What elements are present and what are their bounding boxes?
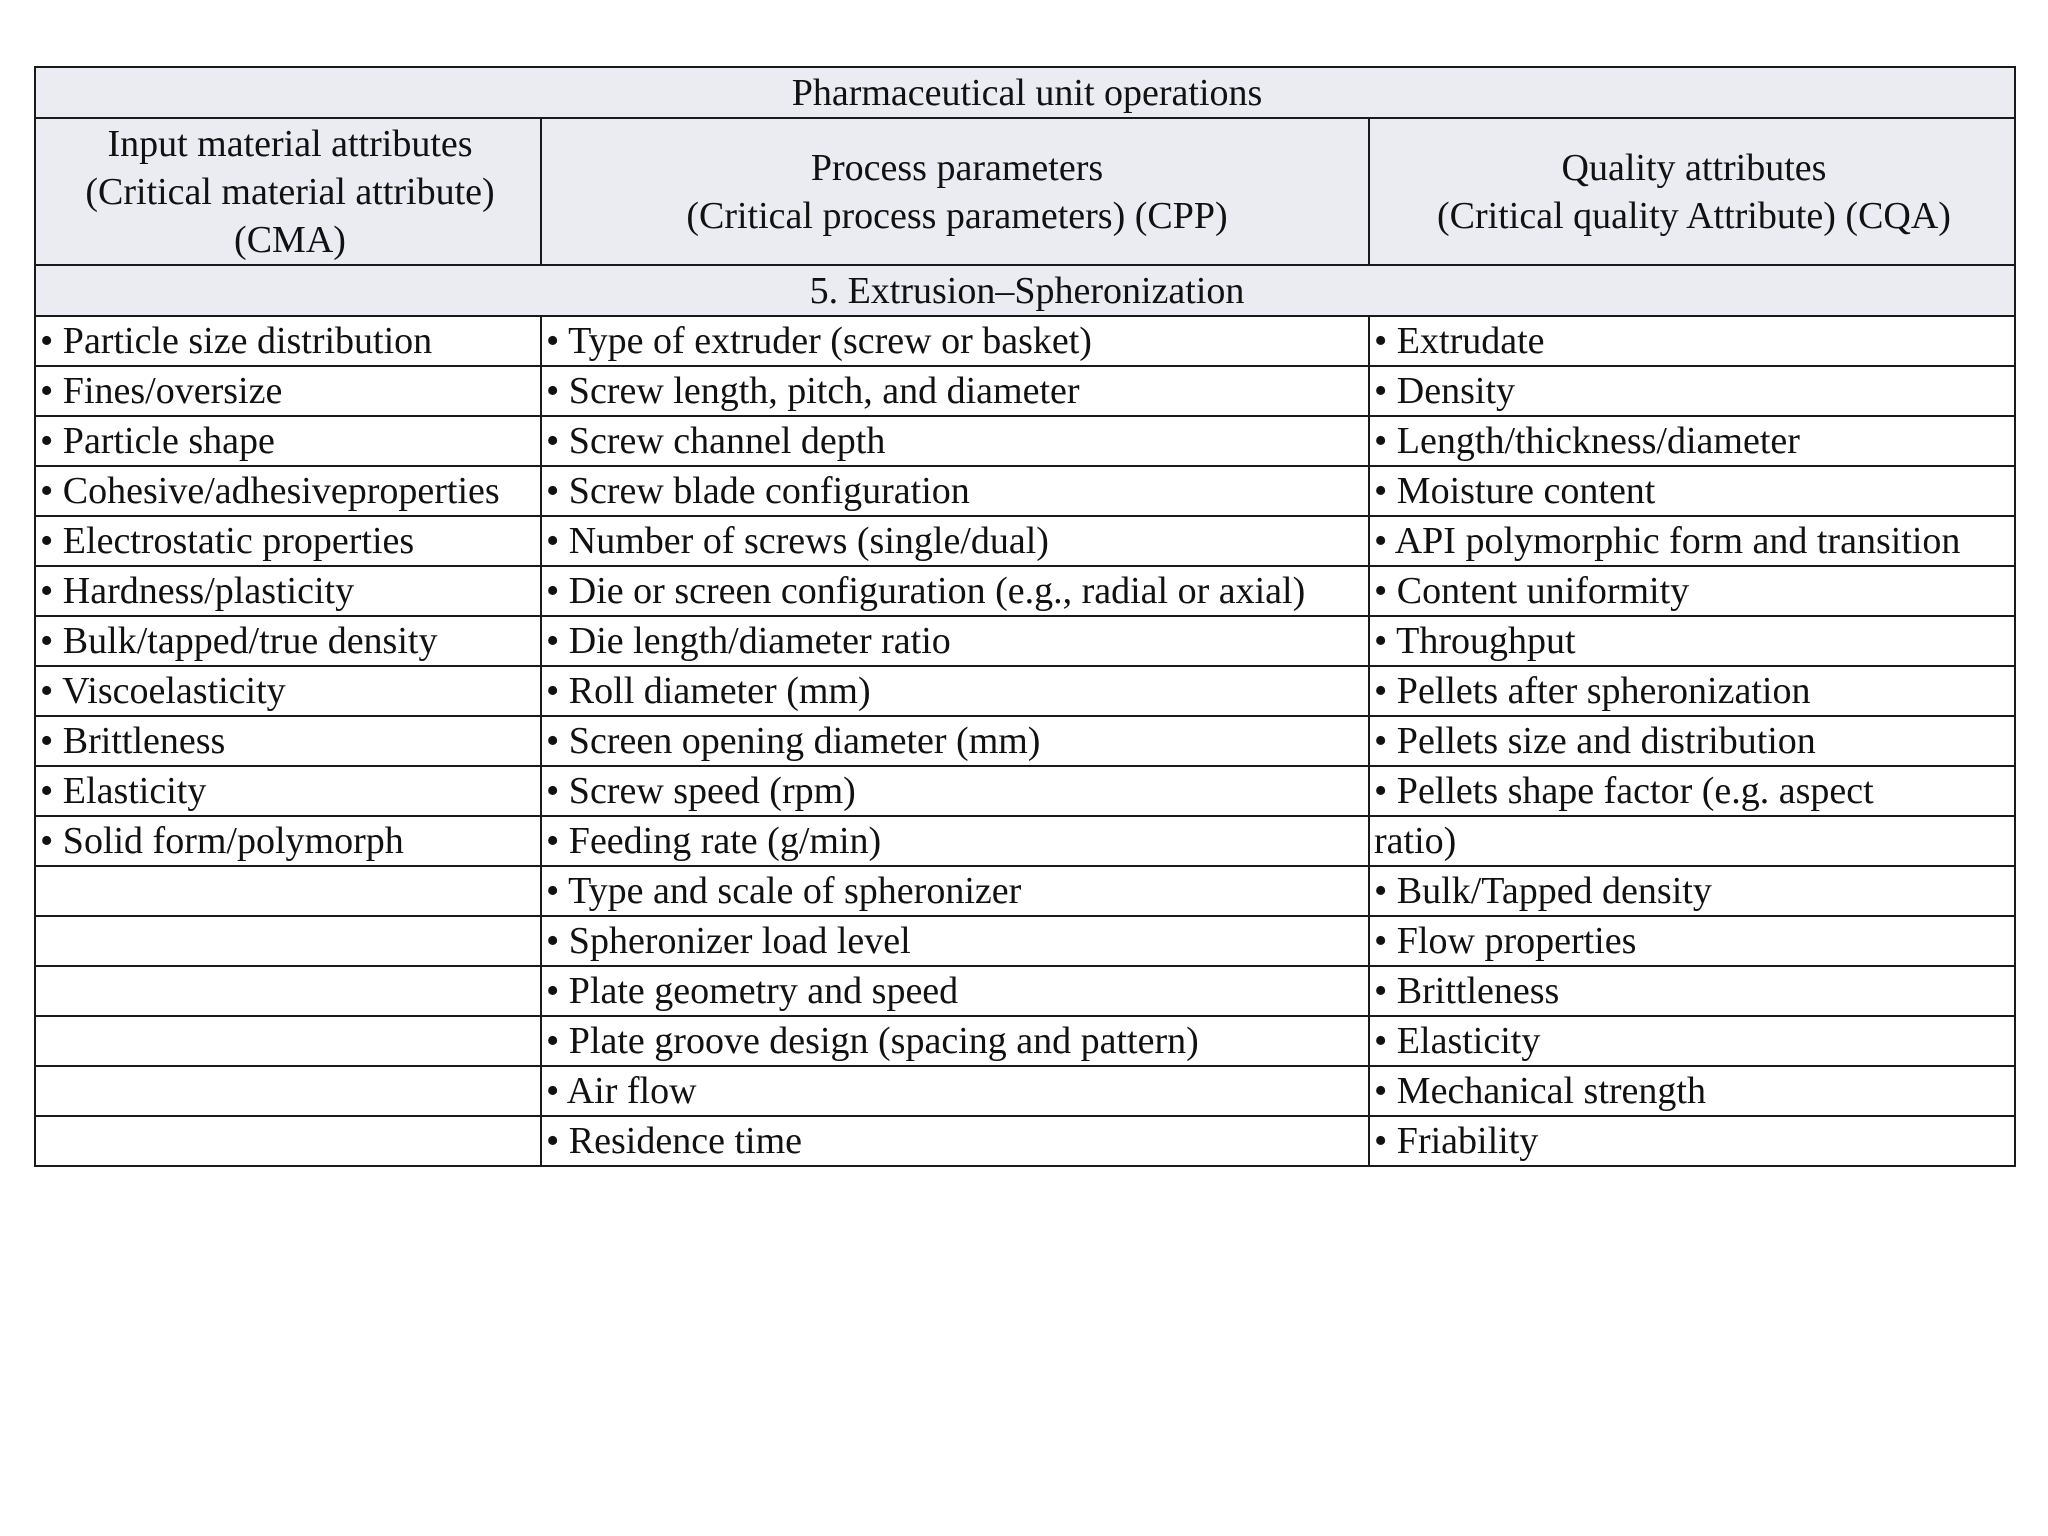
section-row xyxy=(35,265,2015,316)
header-line: Quality attributes xyxy=(1561,146,1827,189)
table-row xyxy=(35,416,2015,466)
unit-operations-table xyxy=(34,66,2016,1167)
cpp-cell: • Plate geometry and speed xyxy=(541,966,1369,1016)
cqa-cell: • Brittleness xyxy=(1369,966,2015,1016)
column-header-cqa xyxy=(1369,118,2015,265)
cma-cell xyxy=(35,1066,541,1116)
cpp-cell: • Screw length, pitch, and diameter xyxy=(541,366,1369,416)
cpp-cell: • Roll diameter (mm) xyxy=(541,666,1369,716)
cma-cell xyxy=(35,866,541,916)
cqa-cell: • Moisture content xyxy=(1369,466,2015,516)
table-row xyxy=(35,316,2015,366)
cma-cell: • Hardness/plasticity xyxy=(35,566,541,616)
cqa-cell: • Pellets size and distribution xyxy=(1369,716,2015,766)
table-title: Pharmaceutical unit operations xyxy=(35,67,2015,118)
cpp-cell: • Type of extruder (screw or basket) xyxy=(541,316,1369,366)
cpp-cell: • Number of screws (single/dual) xyxy=(541,516,1369,566)
cpp-cell: • Screw channel depth xyxy=(541,416,1369,466)
cma-cell: • Viscoelasticity xyxy=(35,666,541,716)
table-row xyxy=(35,1016,2015,1066)
cma-cell: • Bulk/tapped/true density xyxy=(35,616,541,666)
section-title: 5. Extrusion–Spheronization xyxy=(35,265,2015,316)
column-header-cpp xyxy=(541,118,1369,265)
cma-cell: • Solid form/polymorph xyxy=(35,816,541,866)
cqa-cell: • Density xyxy=(1369,366,2015,416)
cpp-cell: • Die length/diameter ratio xyxy=(541,616,1369,666)
column-header-row xyxy=(35,118,2015,265)
header-line: Process parameters xyxy=(810,146,1104,189)
table-body xyxy=(35,316,2015,1166)
cqa-cell: • Elasticity xyxy=(1369,1016,2015,1066)
table-row xyxy=(35,566,2015,616)
cma-cell xyxy=(35,966,541,1016)
cma-cell: • Fines/oversize xyxy=(35,366,541,416)
cma-cell xyxy=(35,916,541,966)
table-row xyxy=(35,1066,2015,1116)
cpp-cell: • Spheronizer load level xyxy=(541,916,1369,966)
column-header-cma xyxy=(35,118,541,265)
cma-cell xyxy=(35,1116,541,1166)
table-row xyxy=(35,666,2015,716)
cqa-cell: • API polymorphic form and transition xyxy=(1369,516,2015,566)
cqa-cell: • Length/thickness/diameter xyxy=(1369,416,2015,466)
cpp-cell: • Screw speed (rpm) xyxy=(541,766,1369,816)
table-title-row xyxy=(35,67,2015,118)
table-row xyxy=(35,866,2015,916)
table-row xyxy=(35,466,2015,516)
cma-cell: • Electrostatic properties xyxy=(35,516,541,566)
cma-cell: • Brittleness xyxy=(35,716,541,766)
cqa-cell: • Pellets shape factor (e.g. aspect xyxy=(1369,766,2015,816)
table-row xyxy=(35,366,2015,416)
cqa-cell: • Pellets after spheronization xyxy=(1369,666,2015,716)
table-row xyxy=(35,1116,2015,1166)
cqa-cell: • Throughput xyxy=(1369,616,2015,666)
cqa-cell: • Bulk/Tapped density xyxy=(1369,866,2015,916)
cqa-cell: • Extrudate xyxy=(1369,316,2015,366)
cqa-cell: ratio) xyxy=(1369,816,2015,866)
header-line: (CMA) xyxy=(234,218,346,261)
cpp-cell: • Type and scale of spheronizer xyxy=(541,866,1369,916)
table-row xyxy=(35,716,2015,766)
cma-cell: • Elasticity xyxy=(35,766,541,816)
table-row xyxy=(35,916,2015,966)
table-row xyxy=(35,766,2015,816)
header-line: (Critical material attribute) xyxy=(85,170,495,213)
cpp-cell: • Screen opening diameter (mm) xyxy=(541,716,1369,766)
cqa-cell: • Friability xyxy=(1369,1116,2015,1166)
cqa-cell: • Flow properties xyxy=(1369,916,2015,966)
cpp-cell: • Screw blade configuration xyxy=(541,466,1369,516)
cqa-cell: • Mechanical strength xyxy=(1369,1066,2015,1116)
table-row xyxy=(35,816,2015,866)
header-line: Input material attributes xyxy=(107,122,473,165)
cma-cell: • Particle shape xyxy=(35,416,541,466)
header-line: (Critical quality Attribute) (CQA) xyxy=(1437,194,1951,237)
cpp-cell: • Residence time xyxy=(541,1116,1369,1166)
table-row xyxy=(35,516,2015,566)
cma-cell: • Cohesive/adhesiveproperties xyxy=(35,466,541,516)
table-row xyxy=(35,616,2015,666)
cpp-cell: • Die or screen configuration (e.g., radial or axial) xyxy=(541,566,1369,616)
cma-cell: • Particle size distribution xyxy=(35,316,541,366)
header-line: (Critical process parameters) (CPP) xyxy=(686,194,1228,237)
cpp-cell: • Plate groove design (spacing and pattern) xyxy=(541,1016,1369,1066)
cpp-cell: • Feeding rate (g/min) xyxy=(541,816,1369,866)
cpp-cell: • Air flow xyxy=(541,1066,1369,1116)
cma-cell xyxy=(35,1016,541,1066)
cqa-cell: • Content uniformity xyxy=(1369,566,2015,616)
table-row xyxy=(35,966,2015,1016)
